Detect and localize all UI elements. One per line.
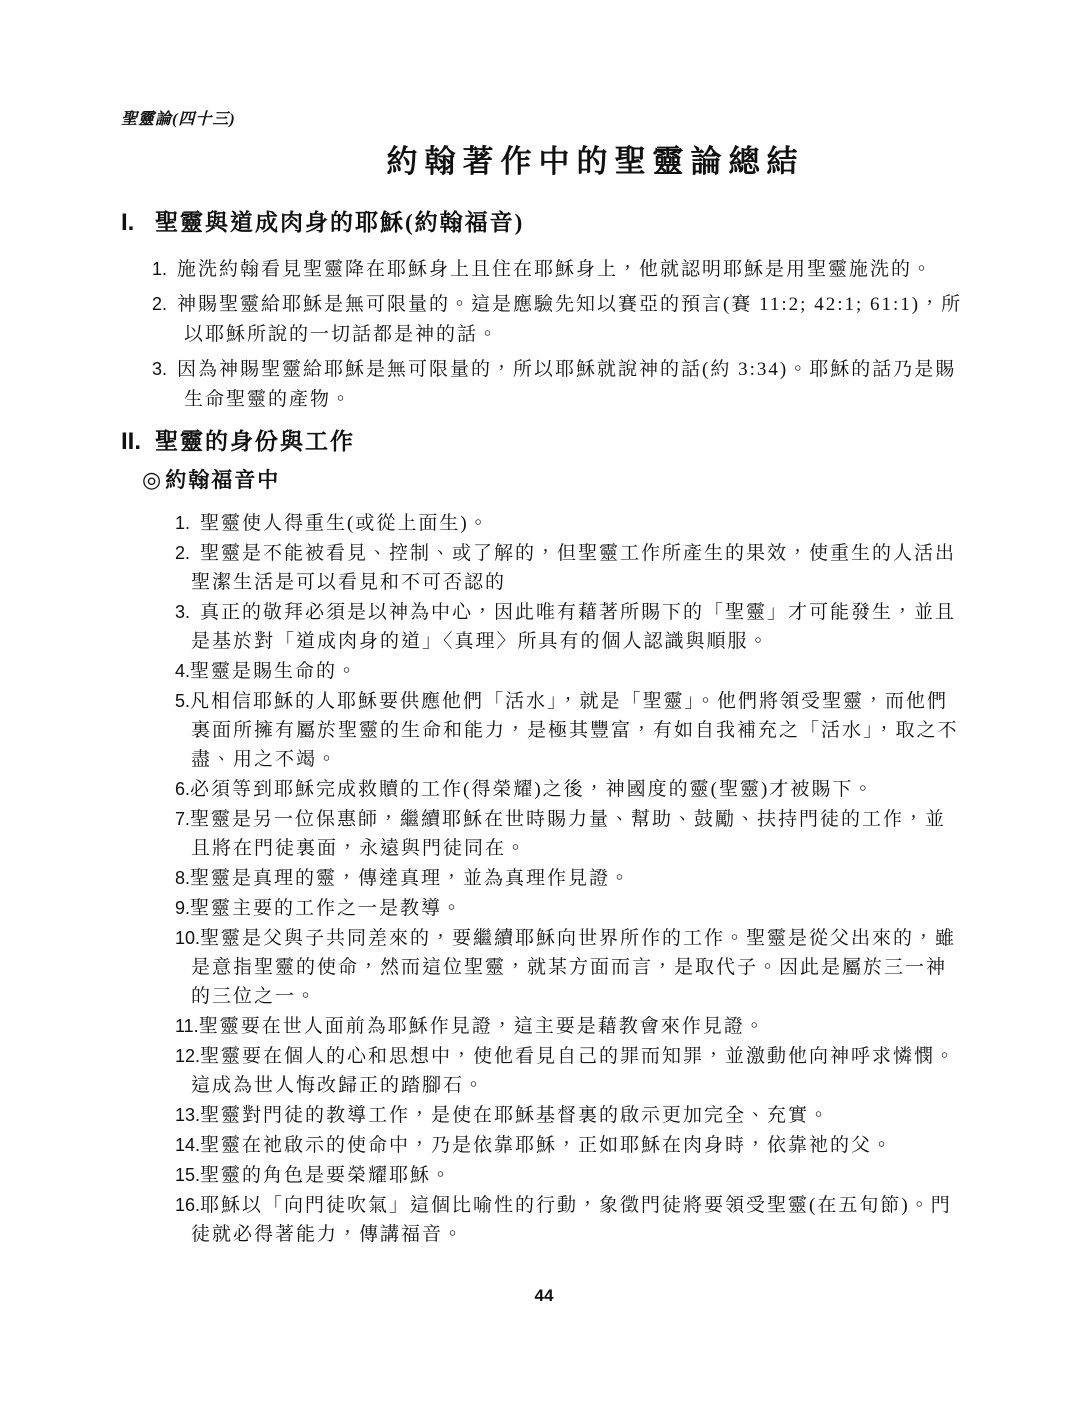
item-number: 1. [152,259,168,279]
item-number: 9. [175,898,191,918]
list-item [121,1101,965,1130]
item-number: 3. [152,359,168,379]
list-item [121,864,965,893]
page-number: 44 [534,1286,554,1305]
section-2-list [121,509,965,1249]
list-item [121,657,965,686]
list-item [121,775,965,804]
section-2-heading [121,425,965,459]
list-item [121,1042,965,1100]
section-2-heading-text: 聖靈的身份與工作 [155,429,355,454]
section-1-heading-text: 聖靈與道成肉身的耶穌(約翰福音) [155,210,525,235]
item-number: 8. [175,868,191,888]
item-text: 聖靈的角色是要榮耀耶穌。 [200,1165,453,1186]
section-2-subheading [142,465,965,495]
section-1-list [121,254,965,415]
section-1-numeral: I. [121,209,135,236]
list-item [121,687,965,774]
item-number: 15. [175,1165,201,1185]
item-text: 必須等到耶穌完成救贖的工作(得榮耀)之後，神國度的靈(聖靈)才被賜下。 [190,779,875,800]
document-header-label: 聖靈論(四十三) [121,111,236,128]
list-item [121,509,965,538]
item-text: 聖靈對門徒的教導工作，是使在耶穌基督裏的啟示更加完全、充實。 [200,1105,831,1126]
item-text: 聖靈是父與子共同差來的，要繼續耶穌向世界所作的工作。聖靈是從父出來的，雖是意指聖靈的使命，然而這位聖靈，就某方面而言，是取代子。因此是屬於三一神的三位之一。 [191,928,957,1007]
double-circle-bullet-icon: ◎ [142,467,164,492]
item-text: 施洗約翰看見聖靈降在耶穌身上且住在耶穌身上，他就認明耶穌是用聖靈施洗的。 [177,259,934,280]
item-text: 聖靈是不能被看見、控制、或了解的，但聖靈工作所產生的果效，使重生的人活出聖潔生活是可以看見和不可否認的 [191,543,957,593]
item-text: 神賜聖靈給耶穌是無可限量的。這是應驗先知以賽亞的預言(賽 11:2; 42:1; 61:1)，所以耶穌所說的一切話都是神的話。 [177,294,963,345]
item-text: 因為神賜聖靈給耶穌是無可限量的，所以耶穌就說神的話(約 3:34)。耶穌的話乃是賜生命聖靈的產物。 [177,359,957,410]
list-item [121,354,965,415]
item-number: 6. [175,779,191,799]
list-item [121,539,965,597]
list-item [121,598,965,656]
item-text: 聖靈要在個人的心和思想中，使他看見自己的罪而知罪，並激動他向神呼求憐憫。這成為世人悔改歸正的踏腳石。 [191,1046,957,1096]
item-text: 聖靈要在世人面前為耶穌作見證，這主要是藉教會來作見證。 [198,1016,766,1037]
item-number: 4. [175,661,191,681]
item-text: 真正的敬拜必須是以神為中心，因此唯有藉著所賜下的「聖靈」才可能發生，並且是基於對「道成肉身的道」〈真理〉所具有的個人認識與順服。 [191,602,957,652]
item-text: 耶穌以「向門徒吹氣」這個比喻性的行動，象徵門徒將要領受聖靈(在五旬節)。門徒就必得著能力，傳講福音。 [191,1195,952,1245]
item-number: 7. [175,809,191,829]
item-number: 5. [175,691,191,711]
list-item [121,1012,965,1041]
list-item [121,894,965,923]
section-2-numeral: II. [121,428,142,455]
item-text: 聖靈在祂啟示的使命中，乃是依靠耶穌，正如耶穌在肉身時，依靠祂的父。 [200,1135,894,1156]
item-number: 16. [175,1195,201,1215]
item-number: 2. [175,543,191,563]
list-item [121,805,965,863]
item-number: 2. [152,294,168,314]
section-2-subheading-text: 約翰福音中 [165,468,281,492]
list-item [121,1161,965,1190]
page-title: 約翰著作中的聖靈論總結 [386,144,805,179]
list-item [121,1131,965,1160]
item-number: 14. [175,1135,201,1155]
item-text: 聖靈是賜生命的。 [190,661,359,682]
item-number: 11. [175,1016,199,1036]
item-number: 10. [175,928,201,948]
list-item [121,924,965,1011]
section-1-heading [121,206,965,240]
item-number: 1. [175,513,191,533]
item-number: 3. [175,602,191,622]
item-text: 聖靈使人得重生(或從上面生)。 [200,513,490,534]
item-text: 聖靈是真理的靈，傳達真理，並為真理作見證。 [190,868,632,889]
item-text: 凡相信耶穌的人耶穌要供應他們「活水」，就是「聖靈」。他們將領受聖靈，而他們裏面所擁有屬於聖靈的生命和能力，是極其豐富，有如自我補充之「活水」，取之不盡、用之不竭。 [190,691,959,770]
list-item [121,254,965,285]
item-number: 13. [175,1105,201,1125]
list-item [121,289,965,350]
list-item [121,1191,965,1249]
item-text: 聖靈主要的工作之一是教導。 [190,898,464,919]
item-text: 聖靈是另一位保惠師，繼續耶穌在世時賜力量、幫助、鼓勵、扶持門徒的工作，並且將在門徒裏面，永遠與門徒同在。 [190,809,947,859]
item-number: 12. [175,1046,201,1066]
